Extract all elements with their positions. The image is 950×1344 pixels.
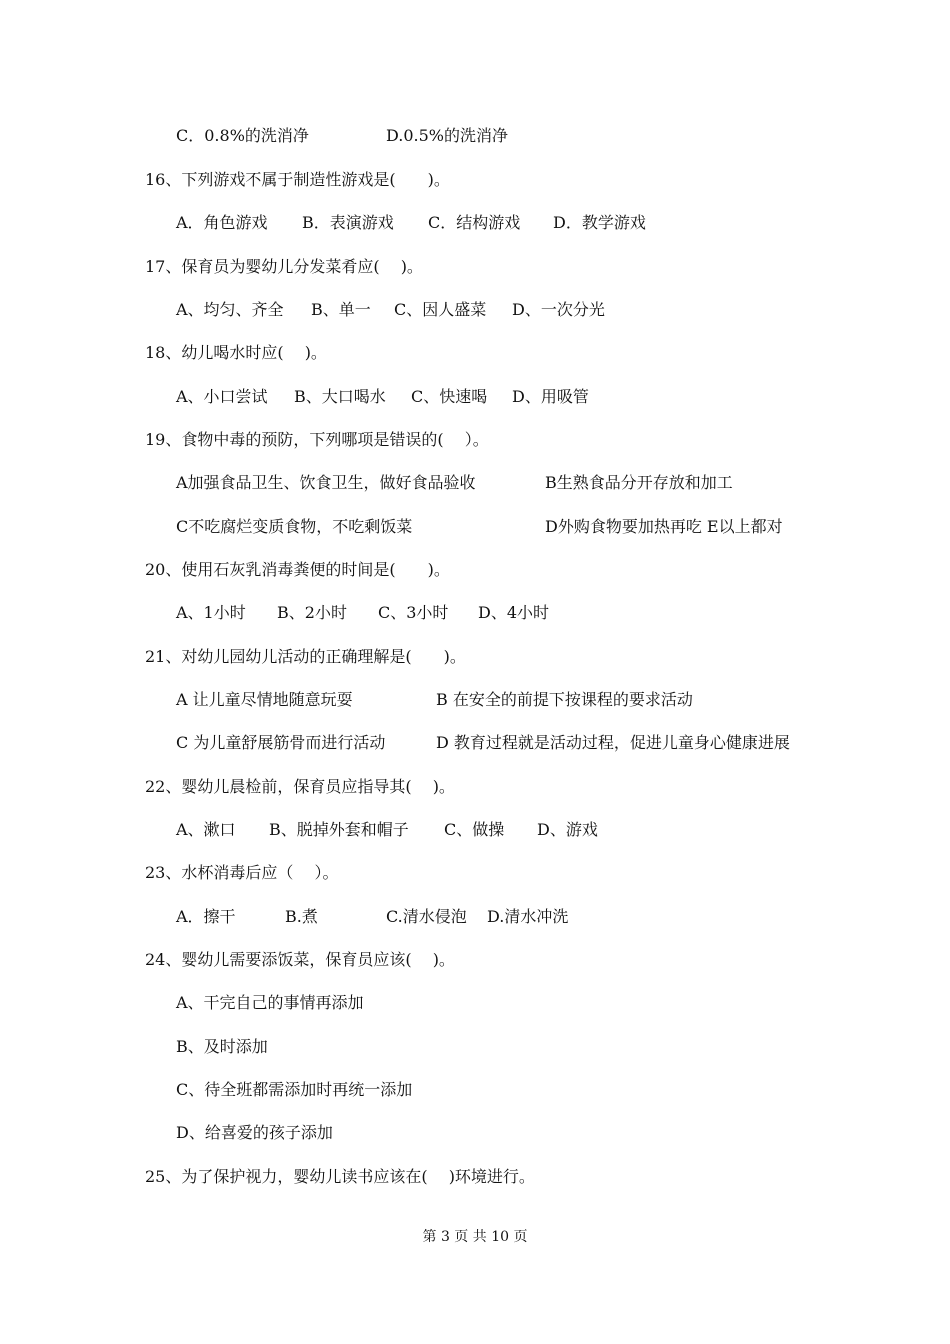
q24-option-c: C、待全班都需添加时再统一添加 [176,1080,413,1099]
q20-option-a: A、1小时 [176,603,246,622]
q17-option-a: A、均匀、齐全 [176,300,284,319]
q19-stem: 19、食物中毒的预防，下列哪项是错误的( ）。 [145,430,489,449]
q16-option-b: B．表演游戏 [302,213,394,232]
q22-option-d: D、游戏 [537,820,598,839]
q22-stem: 22、婴幼儿晨检前，保育员应指导其( )。 [145,777,455,796]
q19-option-d: D外购食物要加热再吃 E以上都对 [545,517,783,536]
q21-stem: 21、对幼儿园幼儿活动的正确理解是( )。 [145,647,466,666]
q16-option-a: A．角色游戏 [176,213,268,232]
q17-option-d: D、一次分光 [512,300,605,319]
q16-stem: 16、下列游戏不属于制造性游戏是( )。 [145,170,450,189]
q19-option-b: B生熟食品分开存放和加工 [545,473,733,492]
q15-option-d: D.0.5%的洗消净 [386,126,508,145]
q22-option-c: C、做操 [444,820,505,839]
page-footer: 第 3 页 共 10 页 [422,1229,528,1245]
q23-option-a: A．擦干 [176,907,236,926]
q15-option-c: C．0.8%的洗消净 [176,126,309,145]
q20-option-d: D、4小时 [478,603,550,622]
q18-option-b: B、大口喝水 [294,387,386,406]
q24-stem: 24、婴幼儿需要添饭菜，保育员应该( )。 [145,950,455,969]
q24-option-a: A、干完自己的事情再添加 [176,993,364,1012]
q19-option-c: C不吃腐烂变质食物，不吃剩饭菜 [176,517,413,536]
q17-stem: 17、保育员为婴幼儿分发菜肴应( )。 [145,257,423,276]
q17-option-c: C、因人盛菜 [394,300,487,319]
q18-option-d: D、用吸管 [512,387,589,406]
q23-option-c: C.清水侵泡 [386,907,467,926]
q23-option-d: D.清水冲洗 [487,907,569,926]
q18-option-a: A、小口尝试 [176,387,268,406]
q24-option-d: D、给喜爱的孩子添加 [176,1123,333,1142]
q20-option-c: C、3小时 [378,603,449,622]
q25-stem: 25、为了保护视力，婴幼儿读书应该在( )环境进行。 [145,1167,535,1186]
q16-option-c: C．结构游戏 [428,213,521,232]
q21-option-b: B 在安全的前提下按课程的要求活动 [436,690,693,709]
q20-option-b: B、2小时 [277,603,347,622]
q23-stem: 23、水杯消毒后应（ ）。 [145,863,339,882]
q18-option-c: C、快速喝 [411,387,488,406]
q20-stem: 20、使用石灰乳消毒粪便的时间是( )。 [145,560,450,579]
q21-option-c: C 为儿童舒展筋骨而进行活动 [176,733,386,752]
q24-option-b: B、及时添加 [176,1037,268,1056]
q17-option-b: B、单一 [311,300,371,319]
q21-option-a: A 让儿童尽情地随意玩耍 [176,690,353,709]
q23-option-b: B.煮 [285,907,318,926]
q19-option-a: A加强食品卫生、饮食卫生，做好食品验收 [176,473,476,492]
q16-option-d: D．教学游戏 [553,213,646,232]
q18-stem: 18、幼儿喝水时应( )。 [145,343,327,362]
q22-option-a: A、漱口 [176,820,236,839]
q21-option-d: D 教育过程就是活动过程，促进儿童身心健康进展 [436,733,790,752]
q22-option-b: B、脱掉外套和帽子 [269,820,409,839]
